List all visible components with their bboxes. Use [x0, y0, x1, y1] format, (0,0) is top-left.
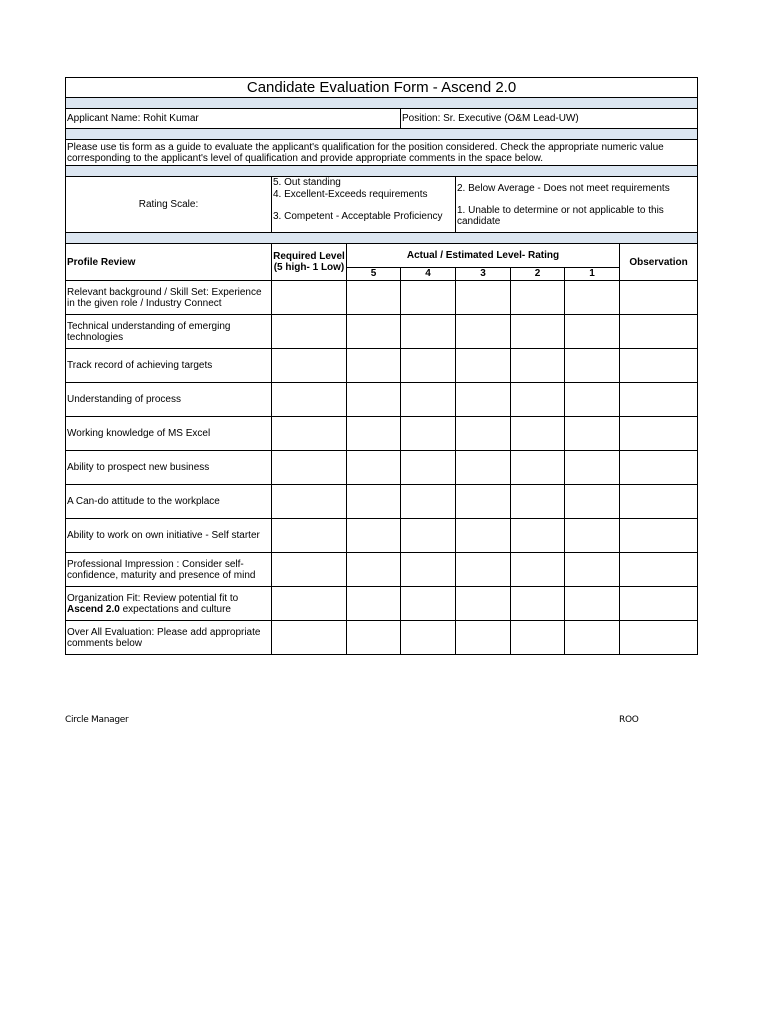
- rating-cell-5[interactable]: [347, 621, 401, 655]
- rating-cell-5[interactable]: [347, 281, 401, 315]
- rating-cell-4[interactable]: [401, 553, 456, 587]
- instructions-text: Please use tis form as a guide to evaluate the applicant's qualification for the position considered. Check the appropriate numeric value corresponding to the applicant's level of qualification and provide appropriate comments in the space below.: [66, 140, 698, 166]
- rating-cell-4[interactable]: [401, 587, 456, 621]
- spacer-row: [66, 129, 698, 140]
- observation-cell[interactable]: [620, 485, 698, 519]
- rating-cell-5[interactable]: [347, 349, 401, 383]
- rating-col-5: 5: [347, 267, 401, 280]
- rating-cell-5[interactable]: [347, 553, 401, 587]
- criterion-text-bold: Ascend 2.0: [67, 603, 120, 615]
- required-level-cell[interactable]: [272, 281, 347, 315]
- rating-scale-label: Rating Scale:: [66, 177, 272, 233]
- required-level-cell[interactable]: [272, 451, 347, 485]
- rating-cell-3[interactable]: [456, 485, 511, 519]
- observation-cell[interactable]: [620, 383, 698, 417]
- roo-label: ROO: [619, 715, 639, 725]
- required-level-cell[interactable]: [272, 315, 347, 349]
- rating-cell-5[interactable]: [347, 519, 401, 553]
- rating-cell-3[interactable]: [456, 587, 511, 621]
- rating-cell-4[interactable]: [401, 315, 456, 349]
- table-row: [66, 281, 698, 315]
- criterion-label: Working knowledge of MS Excel: [66, 417, 272, 451]
- table-row: [66, 587, 698, 621]
- rating-cell-5[interactable]: [347, 451, 401, 485]
- evaluation-table: [65, 77, 698, 655]
- rating-col-3: 3: [456, 267, 511, 280]
- rating-col-1: 1: [565, 267, 620, 280]
- criterion-text: expectations and culture: [119, 603, 231, 615]
- rating-cell-3[interactable]: [456, 383, 511, 417]
- table-row: [66, 553, 698, 587]
- criterion-label: Over All Evaluation: Please add appropriate comments below: [66, 621, 272, 655]
- required-level-cell[interactable]: [272, 485, 347, 519]
- rating-3: 3. Competent - Acceptable Proficiency: [273, 211, 443, 222]
- rating-col-4: 4: [401, 267, 456, 280]
- rating-cell-2[interactable]: [511, 587, 565, 621]
- rating-cell-1[interactable]: [565, 349, 620, 383]
- rating-cell-2[interactable]: [511, 349, 565, 383]
- observation-cell[interactable]: [620, 417, 698, 451]
- rating-cell-1[interactable]: [565, 519, 620, 553]
- rating-5: 5. Out standing: [273, 177, 341, 188]
- rating-cell-3[interactable]: [456, 553, 511, 587]
- rating-cell-3[interactable]: [456, 315, 511, 349]
- rating-2: 2. Below Average - Does not meet requirements: [457, 183, 670, 194]
- observation-header: Observation: [620, 244, 698, 281]
- table-row: [66, 417, 698, 451]
- rating-cell-1[interactable]: [565, 621, 620, 655]
- required-level-header: Required Level (5 high- 1 Low): [272, 244, 347, 281]
- rating-4: 4. Excellent-Exceeds requirements: [273, 189, 428, 200]
- applicant-name: Applicant Name: Rohit Kumar: [66, 109, 401, 129]
- table-row: [66, 621, 698, 655]
- rating-cell-2[interactable]: [511, 621, 565, 655]
- rating-cell-3[interactable]: [456, 281, 511, 315]
- rating-cell-1[interactable]: [565, 485, 620, 519]
- observation-cell[interactable]: [620, 281, 698, 315]
- criterion-label: Technical understanding of emerging technologies: [66, 315, 272, 349]
- table-row: [66, 485, 698, 519]
- required-level-cell[interactable]: [272, 553, 347, 587]
- rating-cell-5[interactable]: [347, 587, 401, 621]
- criterion-text: Organization Fit: Review potential fit to: [67, 592, 239, 604]
- table-row: [66, 349, 698, 383]
- criterion-label: Professional Impression : Consider self-confidence, maturity and presence of mind: [66, 553, 272, 587]
- rating-cell-5[interactable]: [347, 315, 401, 349]
- rating-cell-2[interactable]: [511, 451, 565, 485]
- rating-cell-5[interactable]: [347, 485, 401, 519]
- criterion-label: [66, 587, 272, 621]
- rating-cell-4[interactable]: [401, 485, 456, 519]
- spacer-row: [66, 233, 698, 244]
- rating-cell-2[interactable]: [511, 383, 565, 417]
- rating-cell-2[interactable]: [511, 281, 565, 315]
- required-level-cell[interactable]: [272, 417, 347, 451]
- table-row: [66, 383, 698, 417]
- rating-cell-2[interactable]: [511, 315, 565, 349]
- table-row: [66, 451, 698, 485]
- rating-cell-2[interactable]: [511, 553, 565, 587]
- form-title: Candidate Evaluation Form - Ascend 2.0: [66, 78, 698, 98]
- spacer-row: [66, 98, 698, 109]
- rating-cell-2[interactable]: [511, 485, 565, 519]
- rating-cell-4[interactable]: [401, 519, 456, 553]
- rating-scale-left: [272, 177, 456, 233]
- observation-cell[interactable]: [620, 315, 698, 349]
- criterion-label: Relevant background / Skill Set: Experience in the given role / Industry Connect: [66, 281, 272, 315]
- rating-cell-3[interactable]: [456, 417, 511, 451]
- rating-cell-5[interactable]: [347, 417, 401, 451]
- rating-scale-right: [456, 177, 698, 233]
- criterion-label: A Can-do attitude to the workplace: [66, 485, 272, 519]
- rating-cell-1[interactable]: [565, 281, 620, 315]
- rating-cell-4[interactable]: [401, 417, 456, 451]
- criterion-label: Ability to prospect new business: [66, 451, 272, 485]
- rating-cell-3[interactable]: [456, 621, 511, 655]
- required-level-cell[interactable]: [272, 383, 347, 417]
- required-level-cell[interactable]: [272, 587, 347, 621]
- required-level-cell[interactable]: [272, 519, 347, 553]
- rating-cell-1[interactable]: [565, 383, 620, 417]
- observation-cell[interactable]: [620, 587, 698, 621]
- table-row: [66, 315, 698, 349]
- criterion-label: Ability to work on own initiative - Self starter: [66, 519, 272, 553]
- rating-cell-4[interactable]: [401, 383, 456, 417]
- spacer-row: [66, 166, 698, 177]
- rating-cell-3[interactable]: [456, 519, 511, 553]
- rating-cell-1[interactable]: [565, 587, 620, 621]
- rating-cell-5[interactable]: [347, 383, 401, 417]
- rating-cell-2[interactable]: [511, 417, 565, 451]
- observation-cell[interactable]: [620, 349, 698, 383]
- circle-manager-label: Circle Manager: [65, 715, 129, 725]
- rating-cell-2[interactable]: [511, 519, 565, 553]
- rating-cell-3[interactable]: [456, 451, 511, 485]
- observation-cell[interactable]: [620, 621, 698, 655]
- rating-cell-1[interactable]: [565, 417, 620, 451]
- table-row: [66, 519, 698, 553]
- observation-cell[interactable]: [620, 519, 698, 553]
- rating-1: 1. Unable to determine or not applicable to this candidate: [457, 205, 664, 227]
- position-field: Position: Sr. Executive (O&M Lead-UW): [401, 109, 698, 129]
- rating-cell-1[interactable]: [565, 315, 620, 349]
- rating-cell-1[interactable]: [565, 553, 620, 587]
- rating-col-2: 2: [511, 267, 565, 280]
- rating-cell-3[interactable]: [456, 349, 511, 383]
- required-level-cell[interactable]: [272, 349, 347, 383]
- evaluation-form: [65, 77, 697, 655]
- required-level-cell[interactable]: [272, 621, 347, 655]
- rating-cell-4[interactable]: [401, 349, 456, 383]
- criterion-label: Track record of achieving targets: [66, 349, 272, 383]
- profile-review-header: Profile Review: [66, 244, 272, 281]
- observation-cell[interactable]: [620, 553, 698, 587]
- rating-cell-4[interactable]: [401, 621, 456, 655]
- actual-level-header: Actual / Estimated Level- Rating: [347, 244, 620, 268]
- rating-cell-4[interactable]: [401, 451, 456, 485]
- rating-cell-1[interactable]: [565, 451, 620, 485]
- criterion-label: Understanding of process: [66, 383, 272, 417]
- rating-cell-4[interactable]: [401, 281, 456, 315]
- observation-cell[interactable]: [620, 451, 698, 485]
